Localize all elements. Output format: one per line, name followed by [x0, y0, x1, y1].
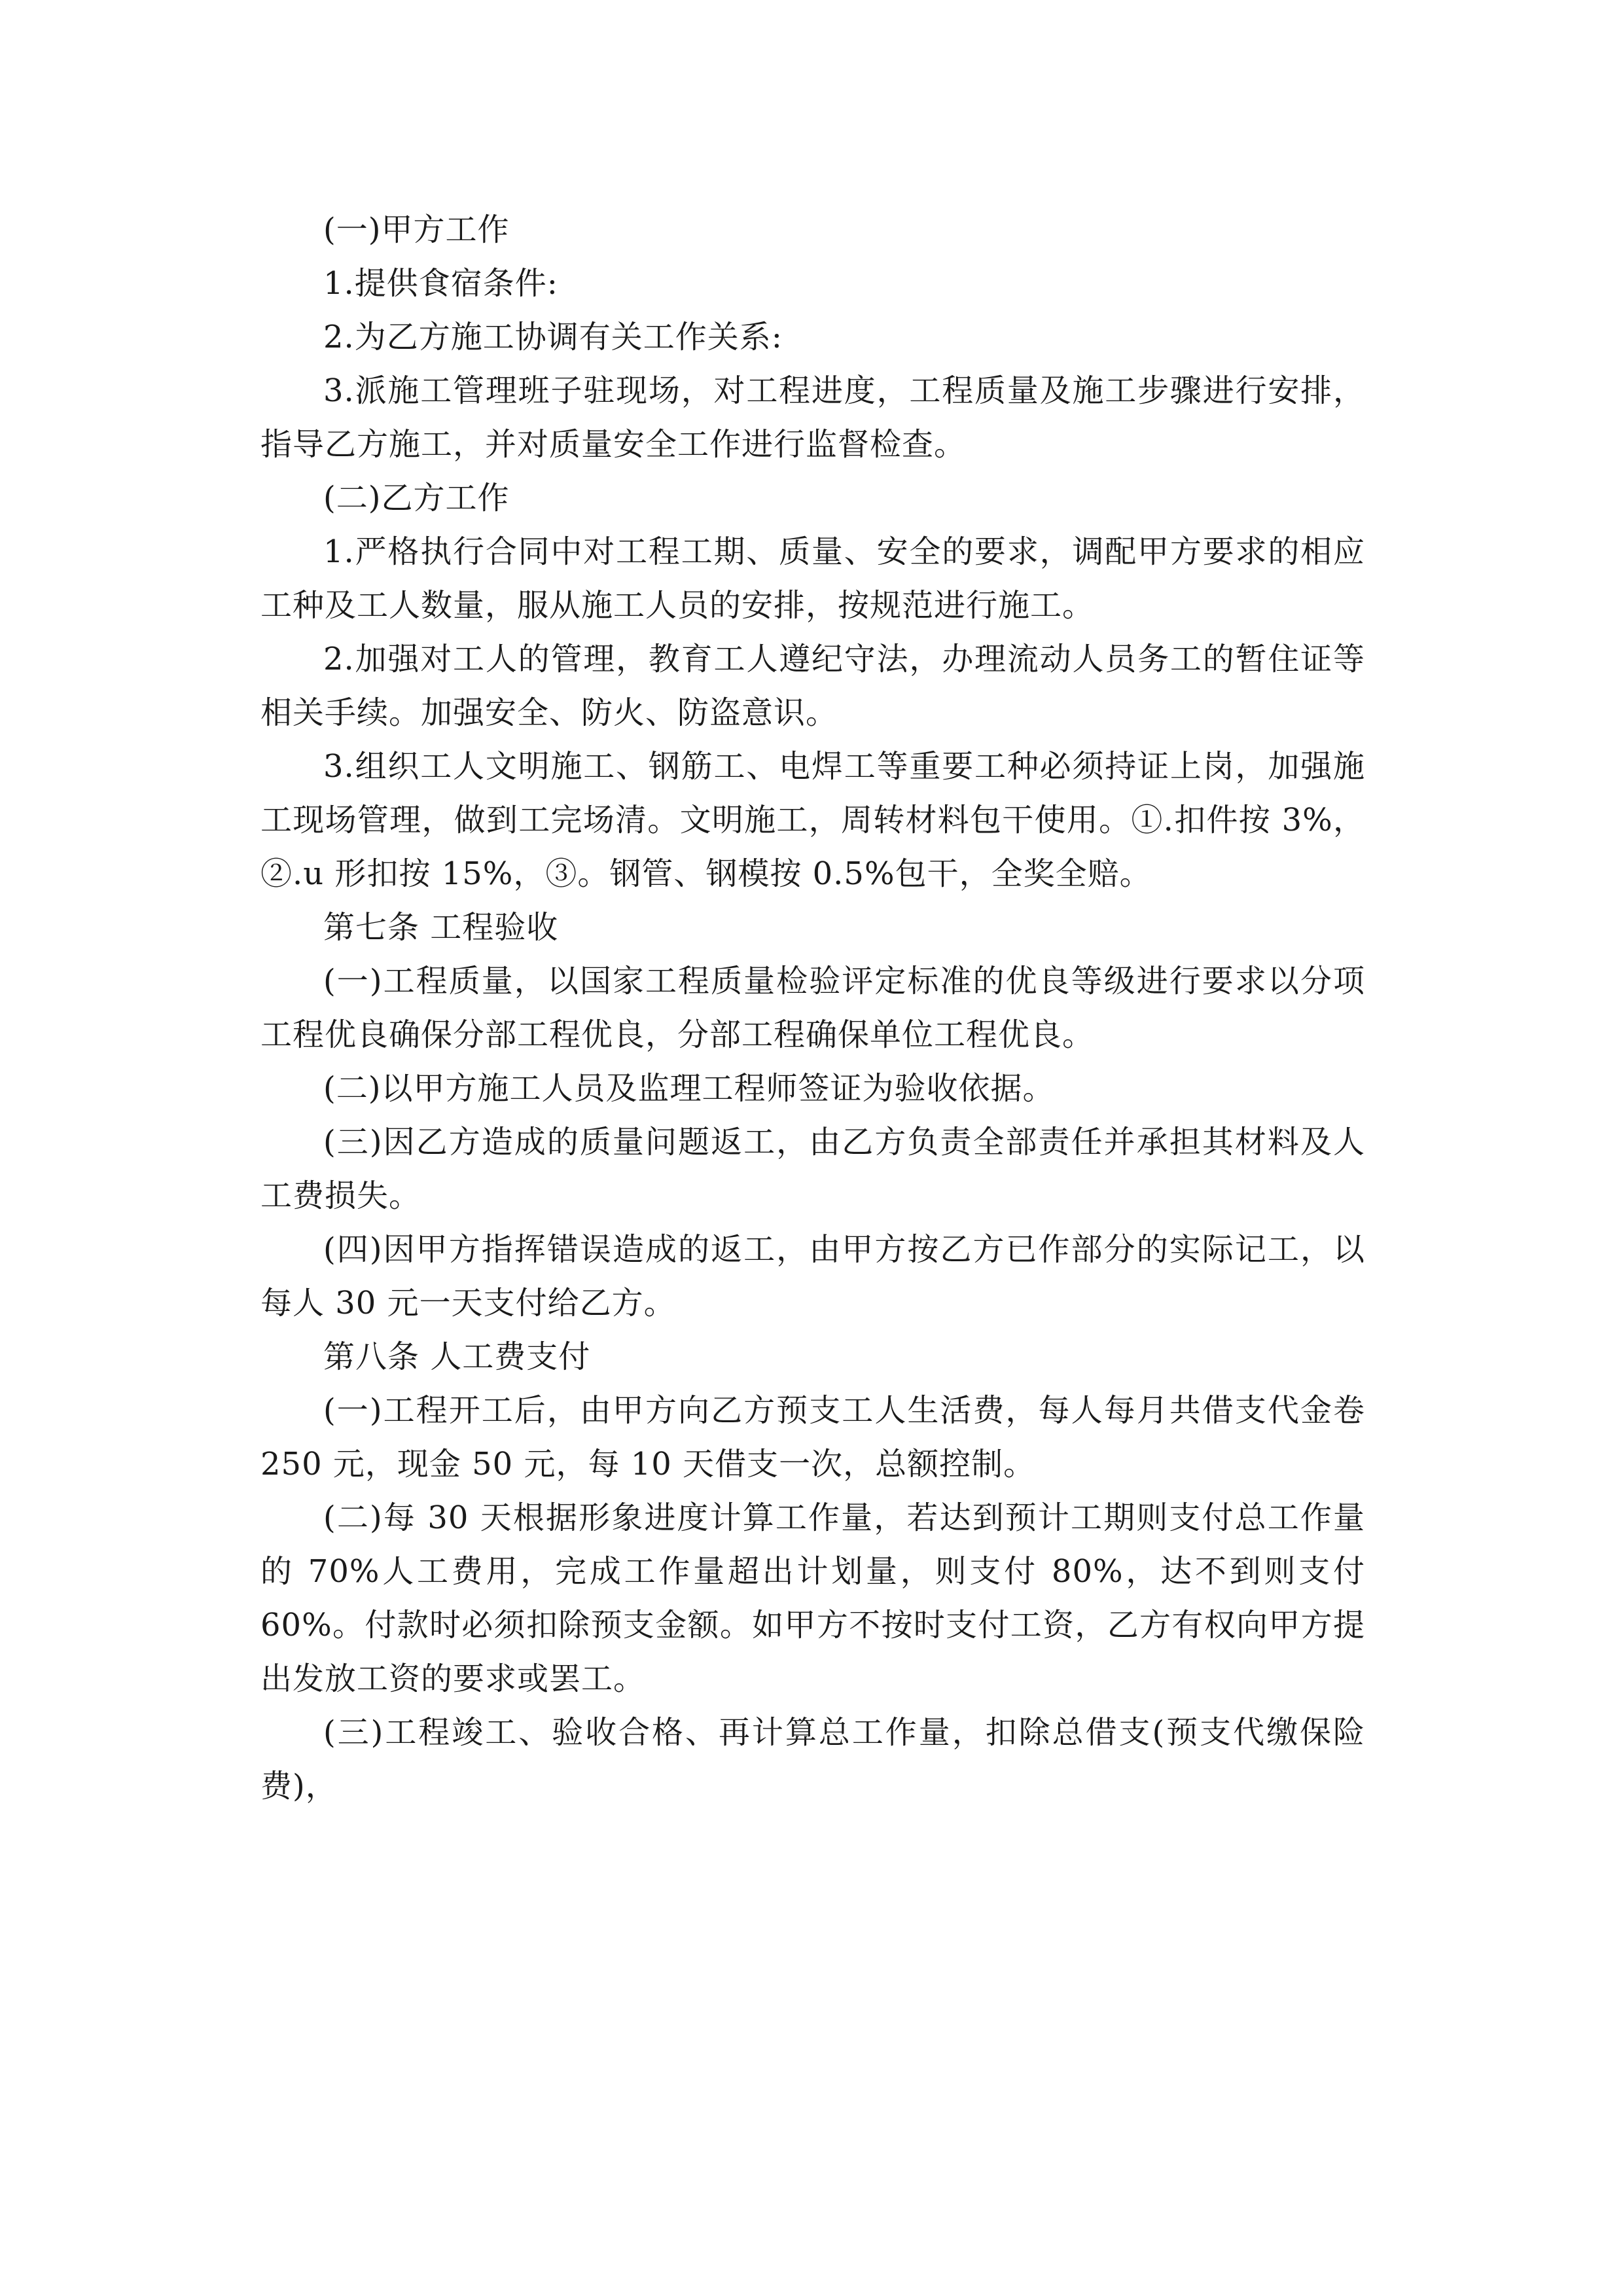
- paragraph: (三)工程竣工、验收合格、再计算总工作量，扣除总借支(预支代缴保险费)，: [260, 1714, 1365, 1804]
- paragraph: (三)因乙方造成的质量问题返工，由乙方负责全部责任并承担其材料及人工费损失。: [260, 1124, 1365, 1214]
- paragraph: (一)工程质量，以国家工程质量检验评定标准的优良等级进行要求以分项工程优良确保分部工程优良，分部工程确保单位工程优良。: [260, 963, 1365, 1053]
- article-heading-labor-payment: 第八条 人工费支付: [323, 1338, 591, 1375]
- paragraph: (一)工程开工后，由甲方向乙方预支工人生活费，每人每月共借支代金卷 250 元，现金 50 元，每 10 天借支一次，总额控制。: [260, 1392, 1365, 1482]
- paragraph: (二)每 30 天根据形象进度计算工作量，若达到预计工期则支付总工作量的 70%人工费用，完成工作量超出计划量，则支付 80%，达不到则支付 60%。付款时必须扣除预支金额。如甲方不按时支付工资，乙方有权向甲方提出发放工资的要求或罢工。: [260, 1499, 1365, 1697]
- paragraph: (二)以甲方施工人员及监理工程师签证为验收依据。: [323, 1070, 1055, 1107]
- paragraph: 3.派施工管理班子驻现场，对工程进度，工程质量及施工步骤进行安排，指导乙方施工，并对质量安全工作进行监督检查。: [260, 372, 1365, 463]
- paragraph: (四)因甲方指挥错误造成的返工，由甲方按乙方已作部分的实际记工，以每人 30 元一天支付给乙方。: [260, 1231, 1365, 1321]
- article-heading-acceptance: 第七条 工程验收: [323, 909, 559, 946]
- paragraph: 2.加强对工人的管理，教育工人遵纪守法，办理流动人员务工的暂住证等相关手续。加强安全、防火、防盗意识。: [260, 641, 1365, 731]
- paragraph: 3.组织工人文明施工、钢筋工、电焊工等重要工种必须持证上岗，加强施工现场管理，做到工完场清。文明施工，周转材料包干使用。①.扣件按 3%，②.u 形扣按 15%，③。钢管、钢模按 0.5%包干，全奖全赔。: [260, 748, 1365, 892]
- paragraph: 1.严格执行合同中对工程工期、质量、安全的要求，调配甲方要求的相应工种及工人数量，服从施工人员的安排，按规范进行施工。: [260, 533, 1365, 624]
- paragraph: 2.为乙方施工协调有关工作关系:: [323, 319, 783, 355]
- section-heading-party-b: (二)乙方工作: [323, 480, 510, 516]
- document-body: [260, 203, 1365, 1813]
- section-heading-party-a: (一)甲方工作: [323, 211, 510, 248]
- paragraph: 1.提供食宿条件:: [323, 265, 558, 302]
